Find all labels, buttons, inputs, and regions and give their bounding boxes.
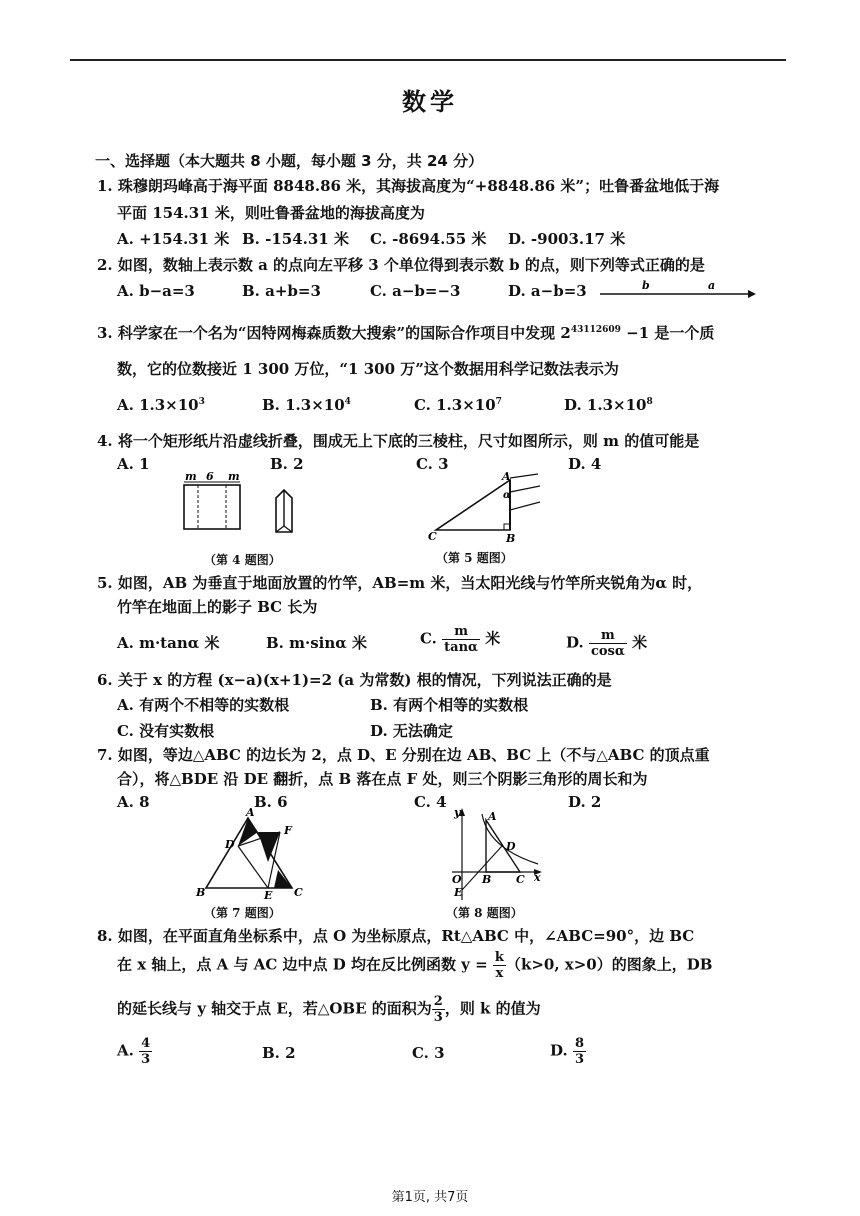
q8-stem-line1: 8. 如图，在平面直角坐标系中，点 O 为坐标原点，Rt△ABC 中，∠ABC=90°，边 BC bbox=[97, 927, 695, 945]
q8-figure bbox=[448, 808, 548, 904]
q2-option-b: B. a+b=3 bbox=[242, 282, 321, 300]
q5-figure bbox=[426, 472, 546, 544]
top-rule bbox=[70, 59, 786, 61]
q5-label-B: B bbox=[506, 532, 516, 545]
q1-option-d: D. -9003.17 米 bbox=[508, 230, 626, 248]
q2-number-line-figure bbox=[598, 278, 756, 304]
q2-option-d: D. a−b=3 bbox=[508, 282, 587, 300]
q4-label-m1: m bbox=[185, 470, 197, 483]
q1-option-a: A. +154.31 米 bbox=[117, 230, 230, 248]
q2-option-a: A. b−a=3 bbox=[117, 282, 195, 300]
q5-label-C: C bbox=[428, 530, 437, 543]
q5-stem-line2: 竹竿在地面上的影子 BC 长为 bbox=[117, 598, 318, 616]
q7-label-B: B bbox=[196, 886, 206, 899]
q4-option-c: C. 3 bbox=[416, 455, 449, 473]
q6-option-d: D. 无法确定 bbox=[370, 722, 453, 740]
page-footer: 第1页, 共7页 bbox=[391, 1190, 469, 1205]
q4-option-a: A. 1 bbox=[117, 455, 150, 473]
q7-caption: （第 7 题图） bbox=[204, 906, 281, 920]
q2-point-b-label: b bbox=[642, 279, 650, 292]
q3-option-b: B. $1.3\times 10^4$ bbox=[262, 396, 351, 414]
q3-option-d: D. $1.3\times 10^8$ bbox=[564, 396, 653, 414]
q8-label-C: C bbox=[516, 873, 525, 886]
q7-option-c: C. 4 bbox=[414, 793, 447, 811]
q3-option-a: A. $1.3\times 10^3$ bbox=[117, 396, 205, 414]
q1-option-b: B. -154.31 米 bbox=[242, 230, 349, 248]
q5-option-d: D. $\frac{m}{\cos\alpha}$ 米 bbox=[566, 628, 648, 659]
q4-caption: （第 4 题图） bbox=[204, 553, 281, 567]
q8-label-y: y bbox=[454, 806, 461, 819]
q4-figure bbox=[176, 470, 316, 544]
q5-stem-line1: 5. 如图，AB 为垂直于地面放置的竹竿，AB=m 米，当太阳光线与竹竿所夹锐角为α 时， bbox=[97, 574, 703, 592]
q2-stem: 2. 如图，数轴上表示数 a 的点向左平移 3 个单位得到表示数 b 的点，则下列等式正确的是 bbox=[97, 256, 705, 274]
q7-label-E: E bbox=[264, 889, 273, 902]
q7-stem-line2: 合），将△BDE 沿 DE 翻折，点 B 落在点 F 处，则三个阴影三角形的周长和为 bbox=[117, 770, 648, 788]
q3-stem-line1: 3. 科学家在一个名为“因特网梅森质数大搜索”的国际合作项目中发现 $2^{43112609} -1$ 是一个质 bbox=[97, 324, 715, 342]
q8-label-O: O bbox=[452, 873, 462, 886]
q8-label-B: B bbox=[482, 873, 492, 886]
q8-caption: （第 8 题图） bbox=[446, 906, 523, 920]
q4-label-m2: m bbox=[228, 470, 240, 483]
q1-stem-line1: 1. 珠穆朗玛峰高于海平面 8848.86 米，其海拔高度为“+8848.86 米”；吐鲁番盆地低于海 bbox=[97, 177, 720, 195]
q8-option-a: A. $\frac{4}{3}$ bbox=[117, 1036, 151, 1067]
q4-stem: 4. 将一个矩形纸片沿虚线折叠，围成无上下底的三棱柱，尺寸如图所示，则 m 的值可能是 bbox=[97, 432, 700, 450]
q8-option-b: B. 2 bbox=[262, 1044, 296, 1062]
q2-point-a-label: a bbox=[708, 279, 716, 292]
q3-option-c: C. $1.3\times 10^7$ bbox=[414, 396, 502, 414]
q5-option-c: C. $\frac{m}{\tan\alpha}$ 米 bbox=[420, 624, 501, 655]
q7-figure bbox=[194, 806, 306, 902]
q5-label-A: A bbox=[502, 470, 511, 483]
q8-option-c: C. 3 bbox=[412, 1044, 445, 1062]
q4-label-6: 6 bbox=[206, 470, 214, 483]
q4-option-b: B. 2 bbox=[270, 455, 304, 473]
q7-stem-line1: 7. 如图，等边△ABC 的边长为 2，点 D、E 分别在边 AB、BC 上（不与△ABC 的顶点重 bbox=[97, 746, 710, 764]
q8-option-d: D. $\frac{8}{3}$ bbox=[550, 1036, 584, 1067]
q7-option-a: A. 8 bbox=[117, 793, 150, 811]
q7-label-D: D bbox=[225, 838, 235, 851]
section-heading: 一、选择题（本大题共 8 小题，每小题 3 分，共 24 分） bbox=[95, 152, 484, 170]
q1-stem-line2: 平面 154.31 米，则吐鲁番盆地的海拔高度为 bbox=[117, 204, 425, 222]
q6-option-a: A. 有两个不相等的实数根 bbox=[117, 696, 290, 714]
q2-option-c: C. a−b=−3 bbox=[370, 282, 461, 300]
q5-option-b: B. m·sinα 米 bbox=[266, 634, 368, 652]
q7-option-b: B. 6 bbox=[254, 793, 288, 811]
q3-stem-line2: 数，它的位数接近 1 300 万位，“1 300 万”这个数据用科学记数法表示为 bbox=[117, 360, 619, 378]
q7-option-d: D. 2 bbox=[568, 793, 602, 811]
q8-label-A: A bbox=[488, 810, 497, 823]
q6-option-c: C. 没有实数根 bbox=[117, 722, 215, 740]
q8-label-x: x bbox=[534, 871, 541, 884]
q4-option-d: D. 4 bbox=[568, 455, 602, 473]
q6-stem: 6. 关于 x 的方程 (x−a)(x+1)=2 (a 为常数) 根的情况，下列说法正确的是 bbox=[97, 671, 612, 689]
q5-option-a: A. m·tanα 米 bbox=[117, 634, 220, 652]
q7-label-F: F bbox=[284, 824, 292, 837]
q8-stem-line2: 在 x 轴上，点 A 与 AC 边中点 D 均在反比例函数 y = $\frac{k}{x}$ （k>0, x>0）的图象上，DB bbox=[117, 950, 713, 981]
q1-option-c: C. -8694.55 米 bbox=[370, 230, 487, 248]
q7-label-C: C bbox=[294, 886, 303, 899]
q8-label-E: E bbox=[454, 886, 463, 899]
q8-stem-line3: 的延长线与 y 轴交于点 E，若△OBE 的面积为 $\frac{2}{3}$ ，则 k 的值为 bbox=[117, 994, 541, 1025]
page-title: 数学 bbox=[402, 88, 458, 116]
q7-label-A: A bbox=[246, 806, 255, 819]
q5-label-alpha: α bbox=[503, 490, 511, 501]
q5-caption: （第 5 题图） bbox=[436, 551, 513, 565]
q8-label-D: D bbox=[506, 840, 516, 853]
q6-option-b: B. 有两个相等的实数根 bbox=[370, 696, 529, 714]
